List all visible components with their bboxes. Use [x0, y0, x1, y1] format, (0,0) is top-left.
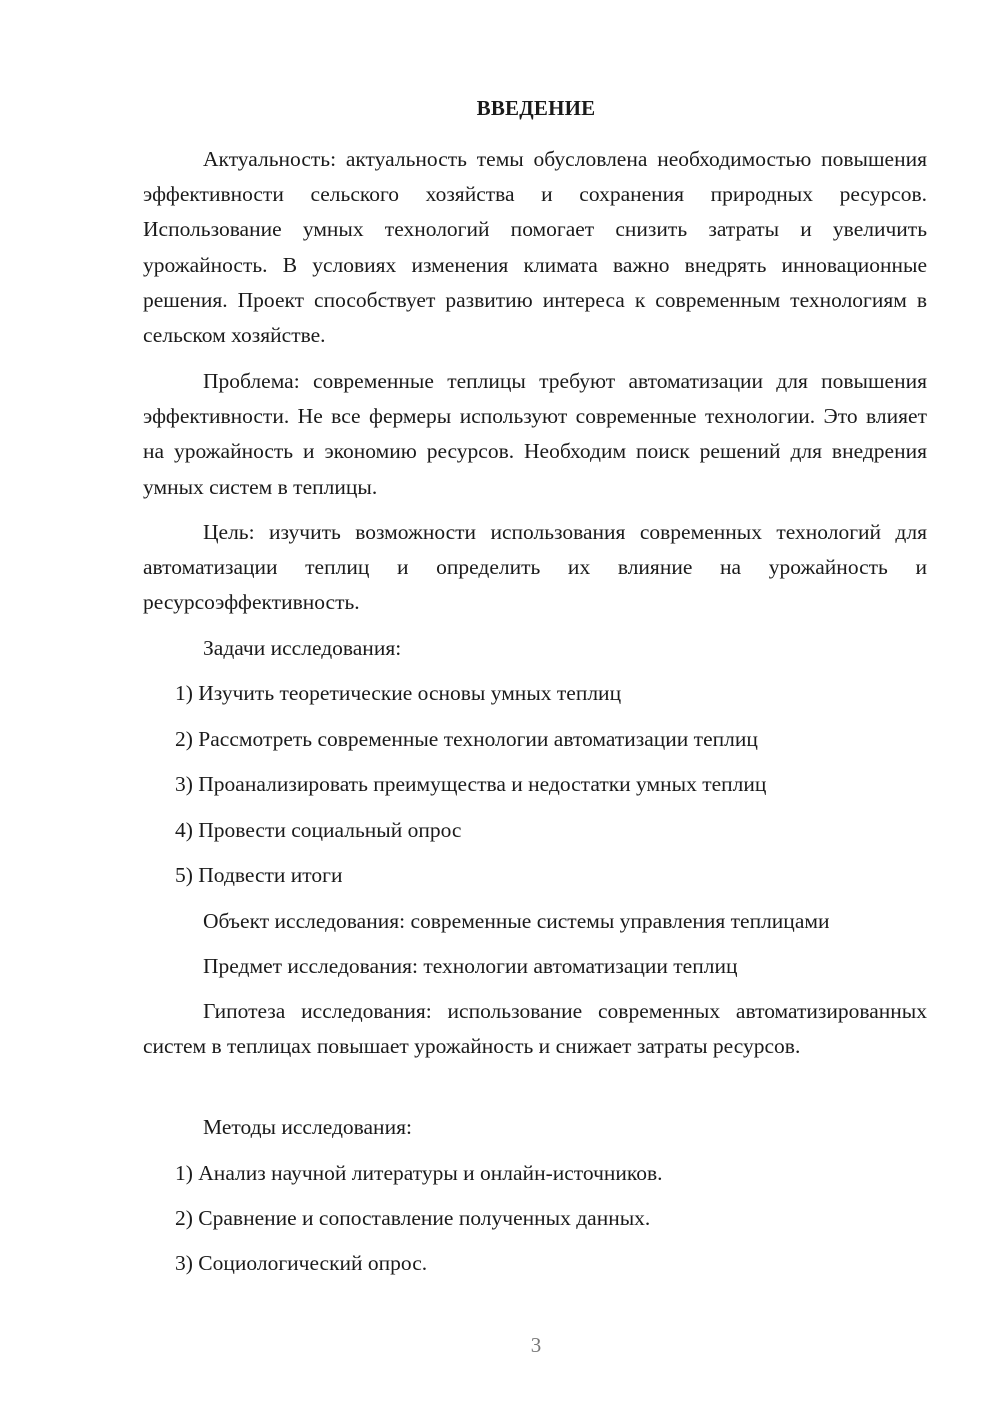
relevance-text: Актуальность: актуальность темы обусловлена необходимостью повышения эффективности сельского хозяйства и сохранения природных ресурсов. Использование умных технологий помогает снизить затраты и увеличить урожайность. В условиях изменения климата важно внедрять инновационные решения. Проект способствует развитию интереса к современным технологиям в сельском хозяйстве.	[143, 147, 927, 348]
research-object: Объект исследования: современные системы управления теплицами	[203, 909, 830, 933]
paragraph-hypothesis	[143, 994, 927, 1064]
task-item: 4) Провести социальный опрос	[175, 818, 462, 842]
page-title: ВВЕДЕНИЕ	[476, 96, 596, 120]
paragraph-problem	[143, 364, 927, 505]
research-subject: Предмет исследования: технологии автоматизации теплиц	[203, 954, 738, 978]
goal-text: Цель: изучить возможности использования современных технологий для автоматизации теплиц и определить их влияние на урожайность и ресурсоэффективность.	[143, 520, 927, 615]
paragraph-relevance	[143, 142, 927, 353]
methods-heading: Методы исследования:	[203, 1115, 412, 1139]
problem-text: Проблема: современные теплицы требуют автоматизации для повышения эффективности. Не все фермеры используют современные технологии. Это влияет на урожайность и экономию ресурсов. Необходим поиск решений для внедрения умных систем в теплицы.	[143, 369, 927, 499]
task-item: 1) Изучить теоретические основы умных теплиц	[175, 681, 622, 705]
task-item: 3) Проанализировать преимущества и недостатки умных теплиц	[175, 772, 767, 796]
paragraph-goal	[143, 515, 927, 621]
task-item: 2) Рассмотреть современные технологии автоматизации теплиц	[175, 727, 758, 751]
method-item: 3) Социологический опрос.	[175, 1251, 428, 1275]
tasks-heading: Задачи исследования:	[203, 636, 402, 660]
method-item: 1) Анализ научной литературы и онлайн-источников.	[175, 1161, 663, 1185]
method-item: 2) Сравнение и сопоставление полученных данных.	[175, 1206, 651, 1230]
task-item: 5) Подвести итоги	[175, 863, 343, 887]
hypothesis-text: Гипотеза исследования: использование современных автоматизированных систем в теплицах повышает урожайность и снижает затраты ресурсов.	[143, 999, 927, 1059]
page-number: 3	[530, 1333, 542, 1357]
